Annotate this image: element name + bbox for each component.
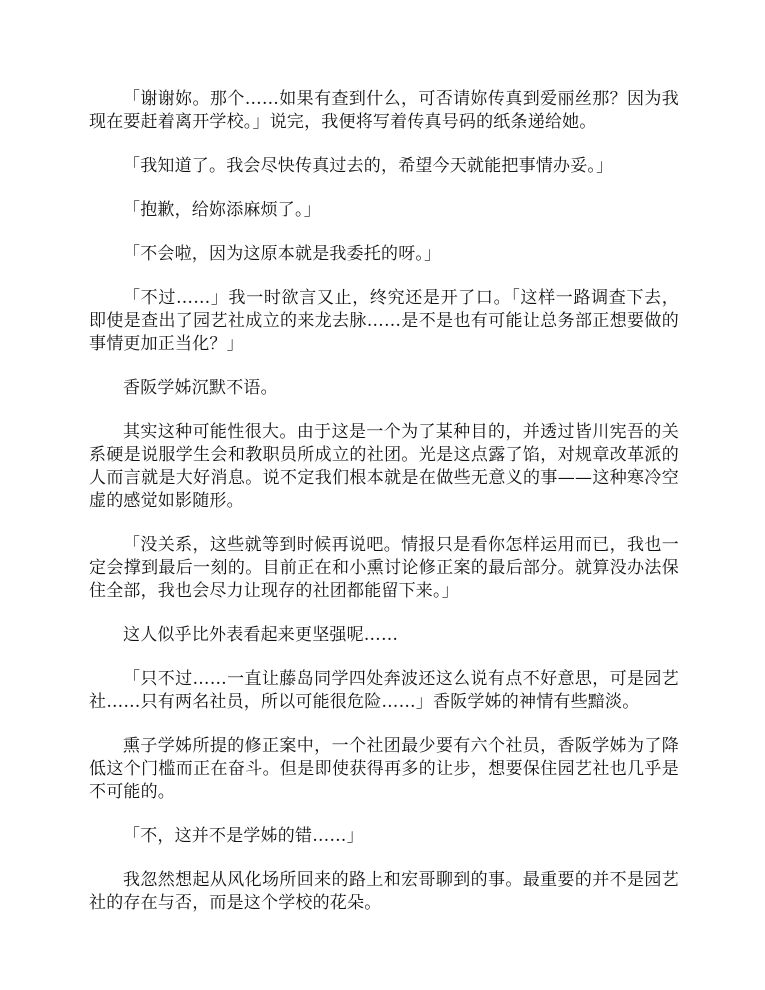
paragraph: 香阪学姊沉默不语。 bbox=[123, 378, 278, 398]
paragraph: 「没关系，这些就等到时候再说吧。情报只是看你怎样运用而已，我也一定会撑到最后一刻的。目前正在和小熏讨论修正案的最后部分。就算没办法保住全部，我也会尽力让现存的社团都能留下来。」 bbox=[89, 535, 679, 601]
paragraph: 我忽然想起从风化场所回来的路上和宏哥聊到的事。最重要的并不是园艺社的存在与否，而是这个学校的花朵。 bbox=[89, 870, 679, 913]
paragraph: 「不过……」我一时欲言又止，终究还是开了口。「这样一路调查下去，即使是查出了园艺社成立的来龙去脉……是不是也有可能让总务部正想要做的事情更加正当化？」 bbox=[89, 288, 679, 354]
paragraph: 「抱歉，给妳添麻烦了。」 bbox=[123, 200, 321, 220]
paragraph: 熏子学姊所提的修正案中，一个社团最少要有六个社员，香阪学姊为了降低这个门槛而正在奋斗。但是即使获得再多的让步，想要保住园艺社也几乎是不可能的。 bbox=[89, 736, 679, 802]
paragraph: 这人似乎比外表看起来更坚强呢…… bbox=[123, 625, 399, 645]
paragraph: 「我知道了。我会尽快传真过去的，希望今天就能把事情办妥。」 bbox=[123, 156, 614, 176]
paragraph: 「谢谢妳。那个……如果有查到什么，可否请妳传真到爱丽丝那？因为我现在要赶着离开学校。」说完，我便将写着传真号码的纸条递给她。 bbox=[89, 89, 679, 132]
document-body bbox=[89, 88, 679, 915]
paragraph: 「不，这并不是学姊的错……」 bbox=[123, 826, 364, 846]
paragraph: 「只不过……一直让藤岛同学四处奔波还这么说有点不好意思，可是园艺社……只有两名社员，所以可能很危险……」香阪学姊的神情有些黯淡。 bbox=[89, 669, 679, 712]
paragraph: 「不会啦，因为这原本就是我委托的呀。」 bbox=[123, 244, 442, 264]
paragraph: 其实这种可能性很大。由于这是一个为了某种目的，并透过皆川宪吾的关系硬是说服学生会和教职员所成立的社团。光是这点露了馅，对规章改革派的人而言就是大好消息。说不定我们根本就是在做些无意义的事——这种寒冷空虚的感觉如影随形。 bbox=[89, 422, 679, 511]
